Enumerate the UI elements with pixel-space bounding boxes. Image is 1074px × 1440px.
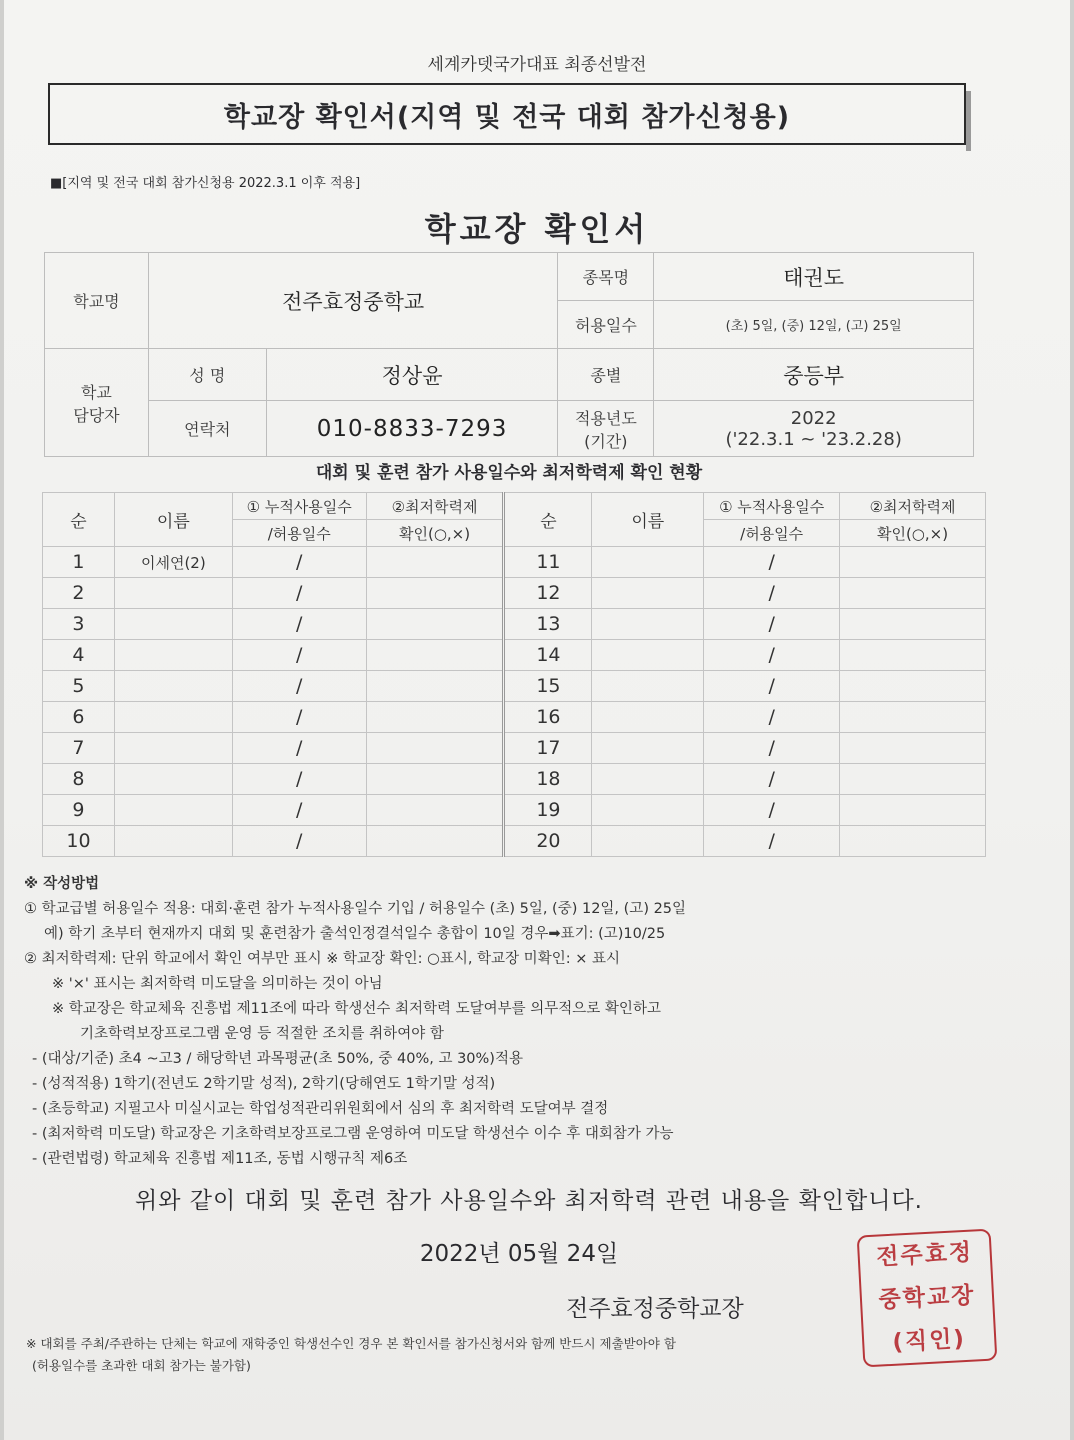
- manager-label-line1: 학교: [80, 382, 112, 402]
- days-label: 허용일수: [558, 301, 654, 349]
- row-check: [366, 826, 504, 857]
- contact-label: 연락처: [148, 401, 266, 457]
- event-label: 종목명: [558, 253, 654, 301]
- row-days: /: [704, 795, 840, 826]
- table-row: [43, 826, 986, 857]
- row-no: 16: [504, 702, 592, 733]
- row-days: /: [232, 578, 366, 609]
- applies-note: ■[지역 및 전국 대회 참가신청용 2022.3.1 이후 적용]: [50, 176, 361, 191]
- year-value-line1: 2022: [790, 407, 837, 429]
- row-check: [366, 733, 504, 764]
- row-days: /: [232, 733, 366, 764]
- page-title: 학교장 확인서: [424, 210, 650, 248]
- manager-name: 정상윤: [266, 349, 558, 401]
- note-line: - (성적적용) 1학기(전년도 2학기말 성적), 2학기(당해연도 1학기말 성적): [32, 1076, 496, 1092]
- records-table: [42, 492, 986, 857]
- header-min-1: ②최저학력제: [366, 493, 504, 520]
- row-days: /: [704, 671, 840, 702]
- days-value: (초) 5일, (중) 12일, (고) 25일: [654, 301, 974, 349]
- official-seal-stamp: [857, 1229, 998, 1368]
- note-line: - (대상/기준) 초4 ~고3 / 해당학년 과목평균(초 50%, 중 40%, 고 30%)적용: [32, 1051, 523, 1067]
- row-no: 17: [504, 733, 592, 764]
- row-check: [840, 733, 986, 764]
- row-name: [114, 609, 232, 640]
- row-name: 이세연(2): [114, 547, 232, 578]
- note-line: - (최저학력 미도달) 학교장은 기초학력보장프로그램 운영하여 미도달 학생선수 이수 후 대회참가 가능: [32, 1126, 674, 1142]
- row-no: 4: [43, 640, 115, 671]
- row-name: [114, 795, 232, 826]
- row-no: 8: [43, 764, 115, 795]
- note-line: - (초등학교) 지필고사 미실시교는 학업성적관리위원회에서 심의 후 최저학력 도달여부 결정: [32, 1101, 609, 1117]
- note-line: - (관련법령) 학교체육 진흥법 제11조, 동법 시행규칙 제6조: [32, 1151, 408, 1167]
- row-no: 13: [504, 609, 592, 640]
- row-check: [840, 578, 986, 609]
- row-check: [840, 764, 986, 795]
- contact-value: 010-8833-7293: [266, 401, 558, 457]
- row-no: 9: [43, 795, 115, 826]
- table-row: [43, 764, 986, 795]
- row-days: /: [704, 826, 840, 857]
- row-name: [592, 764, 704, 795]
- footer-line-1: ※ 대회를 주최/주관하는 단체는 학교에 재학중인 학생선수인 경우 본 확인서를 참가신청서와 함께 반드시 제출받아야 함: [26, 1336, 676, 1351]
- table-row: [43, 795, 986, 826]
- table-row: [43, 702, 986, 733]
- row-days: /: [232, 702, 366, 733]
- row-check: [840, 640, 986, 671]
- row-days: /: [232, 671, 366, 702]
- row-check: [366, 671, 504, 702]
- issue-date: 2022년 05월 24일: [419, 1241, 619, 1267]
- seal-line-3: (직인): [891, 1325, 967, 1356]
- row-no: 5: [43, 671, 115, 702]
- row-no: 6: [43, 702, 115, 733]
- row-check: [840, 826, 986, 857]
- note-line: ② 최저학력제: 단위 학교에서 확인 여부만 표시 ※ 학교장 확인: ○표시, 학교장 미확인: × 표시: [24, 951, 620, 967]
- seal-line-2: 중학교장: [877, 1282, 977, 1314]
- document-page: [4, 0, 1070, 1440]
- row-no: 3: [43, 609, 115, 640]
- header-no: 순: [43, 493, 115, 547]
- row-no: 19: [504, 795, 592, 826]
- row-name: [114, 702, 232, 733]
- row-check: [840, 671, 986, 702]
- row-check: [366, 578, 504, 609]
- row-days: /: [704, 578, 840, 609]
- note-line: 기초학력보장프로그램 운영 등 적절한 조치를 취하여야 함: [80, 1026, 444, 1042]
- header-days-2: /허용일수: [232, 520, 366, 547]
- event-value: 태권도: [654, 253, 974, 301]
- row-no: 2: [43, 578, 115, 609]
- footer-note: [26, 1333, 676, 1377]
- header-days-2: /허용일수: [704, 520, 840, 547]
- notes-heading: ※ 작성방법: [24, 876, 100, 892]
- writing-instructions: [24, 872, 984, 1172]
- category-label: 종별: [558, 349, 654, 401]
- row-days: /: [232, 826, 366, 857]
- row-no: 12: [504, 578, 592, 609]
- row-name: [114, 671, 232, 702]
- year-value: [654, 401, 974, 457]
- header-days-1: ① 누적사용일수: [704, 493, 840, 520]
- row-name: [592, 547, 704, 578]
- row-name: [592, 702, 704, 733]
- principal-signature-line: 전주효정중학교장: [566, 1296, 744, 1322]
- table-row: [43, 671, 986, 702]
- row-name: [114, 764, 232, 795]
- year-label: [558, 401, 654, 457]
- header-min-2: 확인(○,×): [366, 520, 504, 547]
- header-name: 이름: [114, 493, 232, 547]
- row-days: /: [232, 640, 366, 671]
- row-no: 14: [504, 640, 592, 671]
- header-days-1: ① 누적사용일수: [232, 493, 366, 520]
- seal-line-1: 전주효정: [875, 1239, 974, 1271]
- header-min-1: ②최저학력제: [840, 493, 986, 520]
- table-row: [43, 609, 986, 640]
- row-name: [114, 826, 232, 857]
- manager-label: [45, 349, 149, 457]
- row-no: 11: [504, 547, 592, 578]
- table-row: [43, 578, 986, 609]
- row-days: /: [232, 764, 366, 795]
- note-line: ※ 학교장은 학교체육 진흥법 제11조에 따라 학생선수 최저학력 도달여부를 의무적으로 확인하고: [52, 1001, 661, 1017]
- table-row: [43, 547, 986, 578]
- table-row: [43, 733, 986, 764]
- row-days: /: [704, 547, 840, 578]
- row-days: /: [232, 795, 366, 826]
- row-days: /: [704, 764, 840, 795]
- row-days: /: [704, 609, 840, 640]
- row-days: /: [232, 547, 366, 578]
- row-days: /: [704, 733, 840, 764]
- row-name: [114, 578, 232, 609]
- row-name: [592, 671, 704, 702]
- header-name: 이름: [592, 493, 704, 547]
- row-check: [840, 547, 986, 578]
- year-label-line2: (기간): [584, 431, 628, 451]
- row-name: [114, 640, 232, 671]
- form-title-box: 학교장 확인서(지역 및 전국 대회 참가신청용): [48, 83, 966, 145]
- row-no: 1: [43, 547, 115, 578]
- school-info-table: [44, 252, 974, 457]
- row-no: 15: [504, 671, 592, 702]
- row-check: [840, 609, 986, 640]
- year-value-line2: ('22.3.1 ~ '23.2.28): [725, 428, 902, 450]
- school-name: 전주효정중학교: [148, 253, 558, 349]
- row-check: [840, 702, 986, 733]
- header-min-2: 확인(○,×): [840, 520, 986, 547]
- row-no: 7: [43, 733, 115, 764]
- section-title: 대회 및 훈련 참가 사용일수와 최저학력제 확인 현황: [315, 463, 703, 483]
- note-line: 예) 학기 초부터 현재까지 대회 및 훈련참가 출석인정결석일수 총합이 10일 경우➡표기: (고)10/25: [44, 926, 666, 942]
- note-line: ※ '×' 표시는 최저학력 미도달을 의미하는 것이 아님: [52, 976, 383, 992]
- manager-label-line2: 담당자: [73, 405, 120, 425]
- row-check: [366, 795, 504, 826]
- row-days: /: [704, 640, 840, 671]
- row-days: /: [232, 609, 366, 640]
- row-name: [592, 609, 704, 640]
- row-check: [840, 795, 986, 826]
- school-label: 학교명: [45, 253, 149, 349]
- row-no: 18: [504, 764, 592, 795]
- row-name: [592, 733, 704, 764]
- row-name: [592, 578, 704, 609]
- year-label-line1: 적용년도: [574, 408, 637, 428]
- category-value: 중등부: [654, 349, 974, 401]
- row-name: [592, 795, 704, 826]
- row-name: [114, 733, 232, 764]
- row-check: [366, 764, 504, 795]
- row-check: [366, 702, 504, 733]
- note-line: ① 학교급별 허용일수 적용: 대회·훈련 참가 누적사용일수 기입 / 허용일수 (초) 5일, (중) 12일, (고) 25일: [24, 901, 687, 917]
- row-check: [366, 609, 504, 640]
- confirmation-statement: 위와 같이 대회 및 훈련 참가 사용일수와 최저학력 관련 내용을 확인합니다.: [135, 1188, 923, 1214]
- name-label: 성 명: [148, 349, 266, 401]
- table-row: [43, 640, 986, 671]
- row-name: [592, 826, 704, 857]
- row-name: [592, 640, 704, 671]
- header-no: 순: [504, 493, 592, 547]
- competition-title: 세계카뎃국가대표 최종선발전: [427, 55, 647, 75]
- footer-line-2: (허용일수를 초과한 대회 참가는 불가함): [32, 1358, 251, 1373]
- row-check: [366, 640, 504, 671]
- row-no: 20: [504, 826, 592, 857]
- row-days: /: [704, 702, 840, 733]
- row-check: [366, 547, 504, 578]
- row-no: 10: [43, 826, 115, 857]
